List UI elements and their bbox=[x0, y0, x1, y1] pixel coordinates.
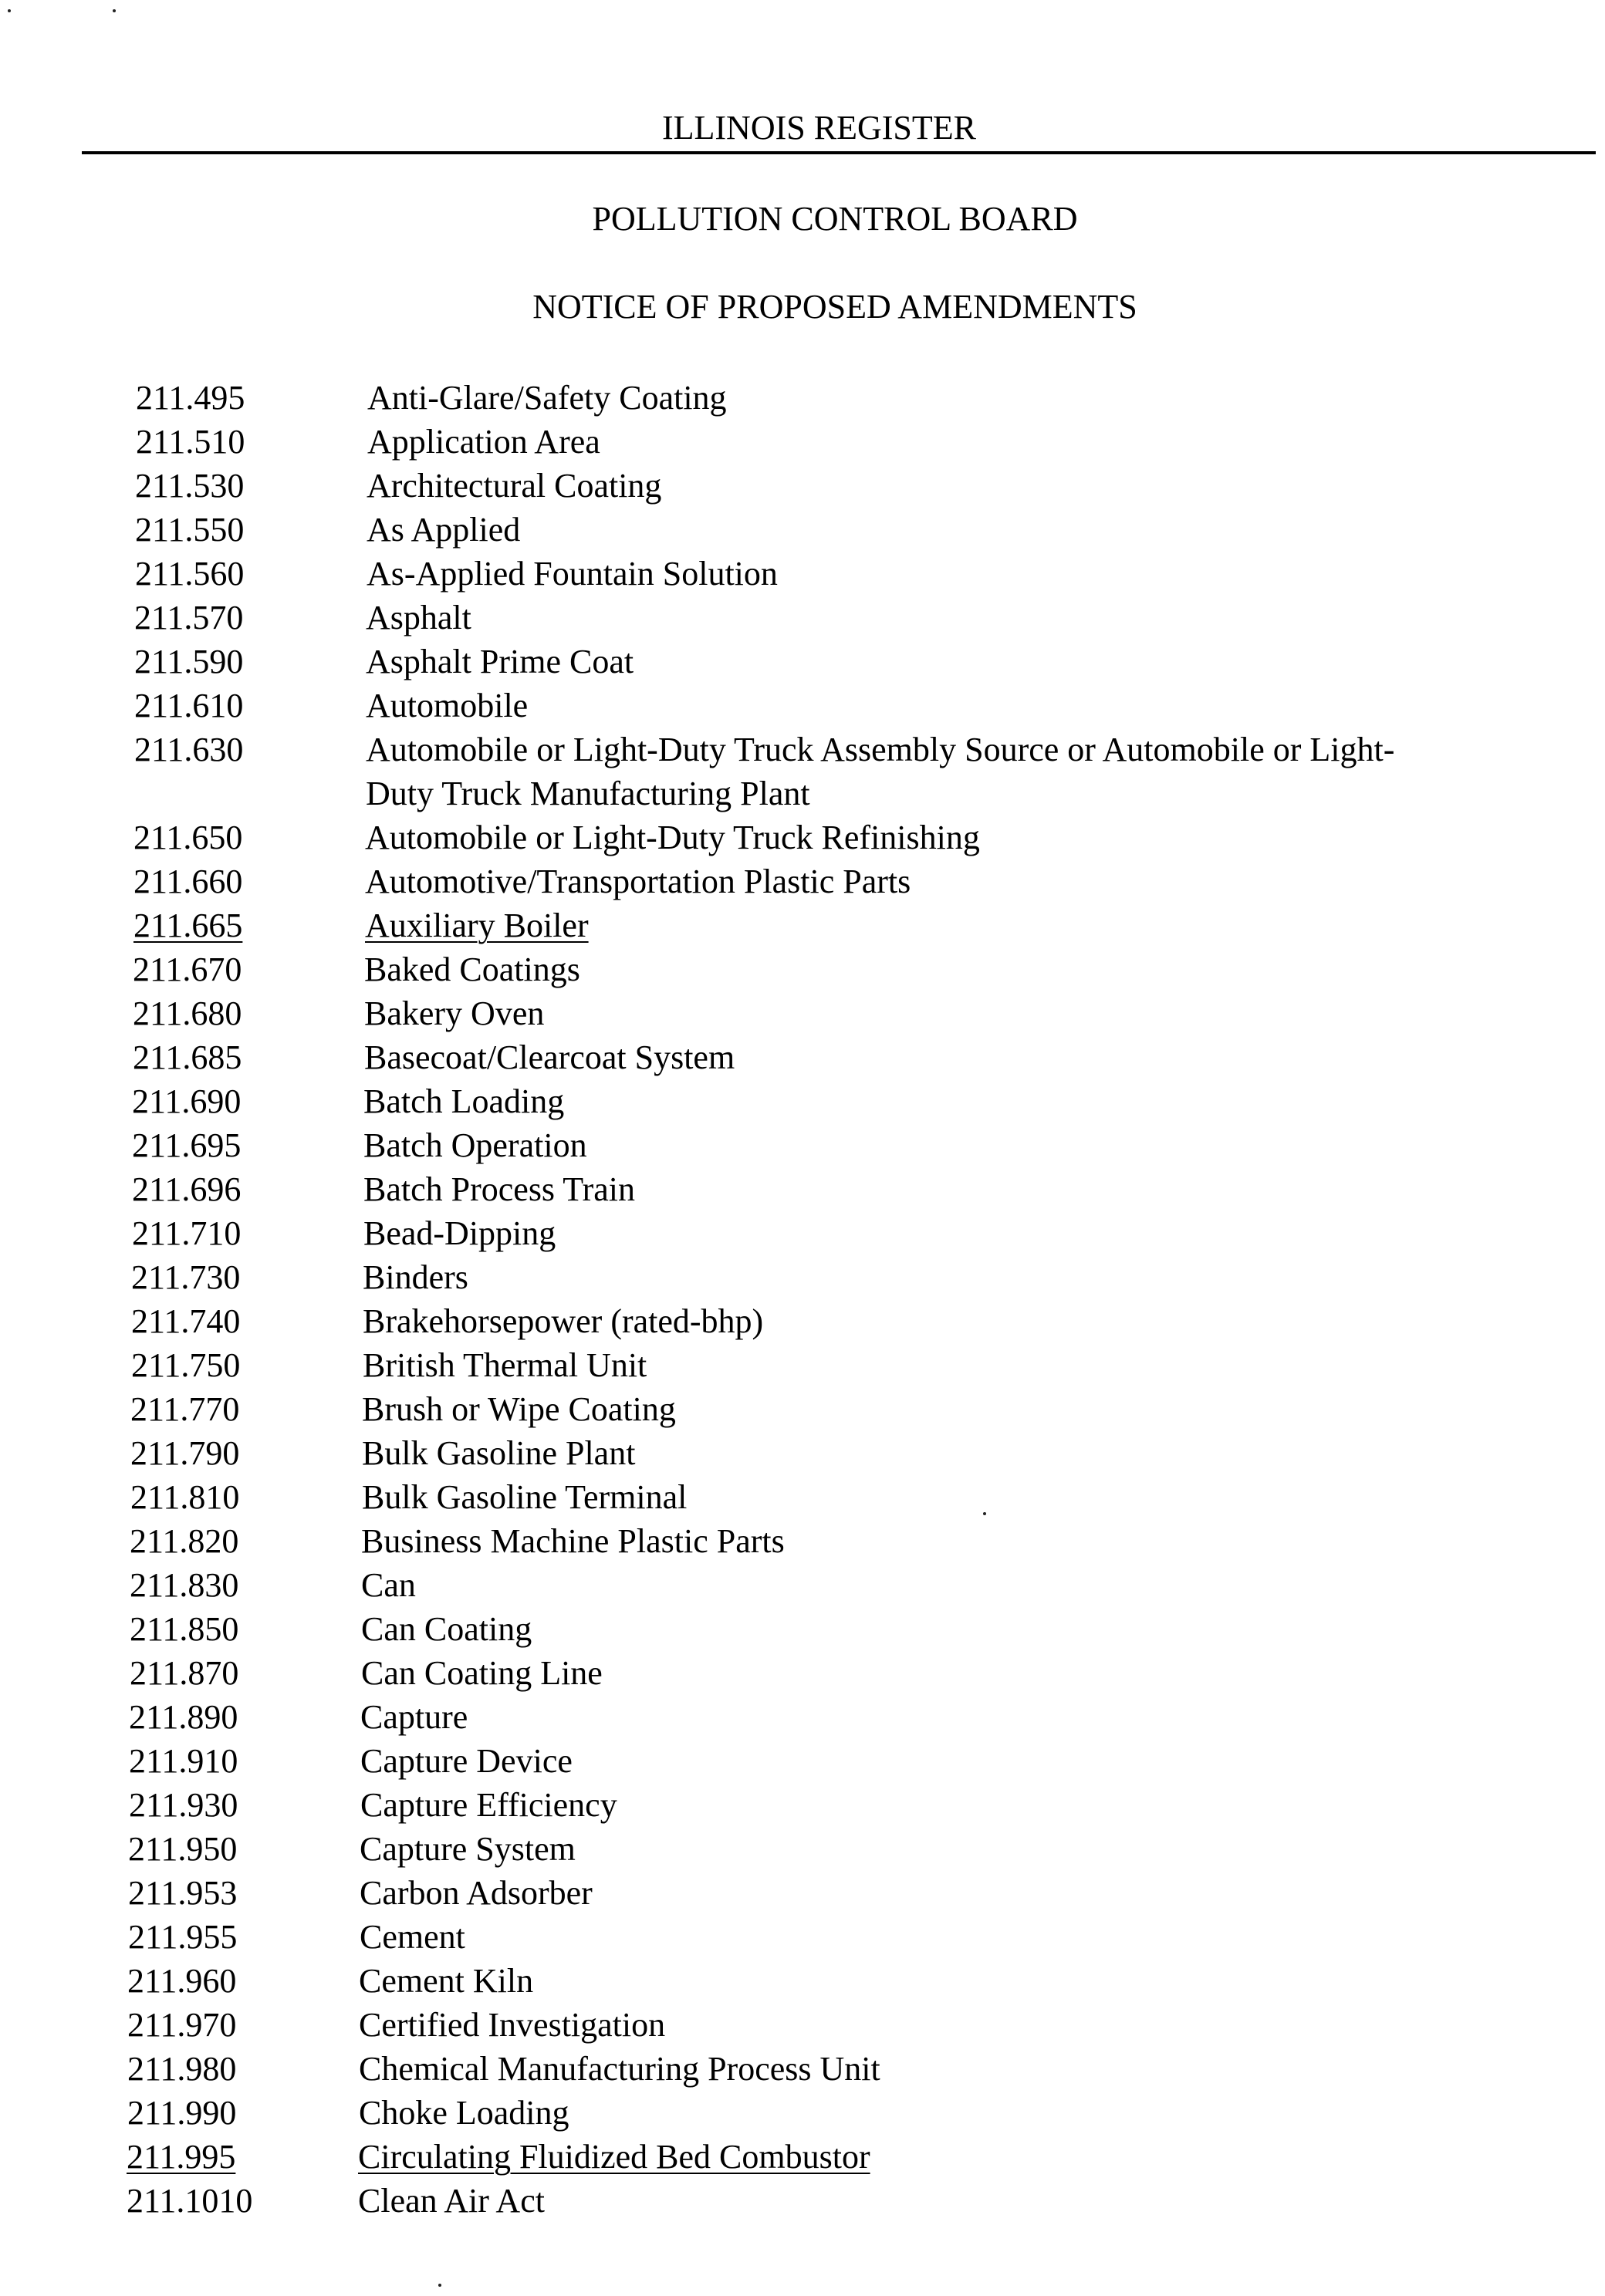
section-title bbox=[365, 903, 1461, 947]
section-title-text: Bead-Dipping bbox=[363, 1214, 556, 1252]
section-number-text: 211.955 bbox=[128, 1918, 238, 1956]
section-number-text: 211.930 bbox=[129, 1786, 238, 1824]
section-title bbox=[366, 684, 1461, 728]
section-number bbox=[0, 903, 365, 947]
section-title-text: Automotive/Transportation Plastic Parts bbox=[365, 863, 911, 900]
section-title-text: Asphalt bbox=[366, 599, 471, 636]
section-row bbox=[0, 464, 1605, 508]
section-number-text: 211.970 bbox=[127, 2006, 237, 2044]
section-number-text: 211.660 bbox=[133, 863, 243, 900]
section-title-text: Capture System bbox=[360, 1830, 576, 1868]
section-row bbox=[0, 859, 1605, 903]
section-title bbox=[358, 2179, 1454, 2223]
section-row bbox=[0, 1871, 1605, 1915]
section-title bbox=[360, 1915, 1455, 1959]
section-title-text: Bulk Gasoline Plant bbox=[362, 1434, 636, 1472]
section-number bbox=[0, 1783, 360, 1827]
section-row bbox=[0, 1211, 1605, 1255]
section-title-text: Capture Efficiency bbox=[360, 1786, 617, 1824]
section-row bbox=[0, 1387, 1605, 1431]
section-number bbox=[0, 1827, 360, 1871]
section-title-text: Basecoat/Clearcoat System bbox=[364, 1038, 735, 1076]
section-title-text: As Applied bbox=[367, 511, 521, 549]
section-number-text: 211.730 bbox=[131, 1258, 241, 1296]
section-title bbox=[366, 596, 1461, 640]
section-title bbox=[360, 1739, 1456, 1783]
scan-speck bbox=[983, 1512, 986, 1515]
section-row bbox=[0, 552, 1605, 596]
section-number bbox=[0, 596, 366, 640]
section-title-text: Cement Kiln bbox=[359, 1962, 534, 2000]
section-row bbox=[0, 1739, 1605, 1783]
section-number-text: 211.710 bbox=[132, 1214, 242, 1252]
section-title-text: Automobile or Light-Duty Truck Refinishing bbox=[365, 819, 980, 856]
section-number-text: 211.980 bbox=[127, 2050, 237, 2088]
section-number-text: 211.685 bbox=[133, 1038, 242, 1076]
section-number-text: 211.696 bbox=[132, 1170, 242, 1208]
section-title bbox=[366, 728, 1461, 815]
section-number bbox=[0, 1255, 363, 1299]
section-title-text: Automobile bbox=[366, 687, 529, 724]
section-number-text: 211.495 bbox=[136, 379, 245, 417]
section-number bbox=[0, 991, 364, 1035]
section-number bbox=[0, 1035, 364, 1079]
section-number bbox=[0, 1607, 361, 1651]
section-title-text: Circulating Fluidized Bed Combustor bbox=[358, 2138, 870, 2176]
section-title-text: Architectural Coating bbox=[367, 467, 662, 505]
section-title bbox=[361, 1519, 1457, 1563]
section-title bbox=[363, 1079, 1459, 1123]
section-title-text: Auxiliary Boiler bbox=[365, 907, 589, 944]
section-number bbox=[0, 1431, 362, 1475]
section-number bbox=[0, 1695, 360, 1739]
section-number bbox=[0, 684, 366, 728]
section-number-text: 211.665 bbox=[133, 907, 243, 944]
section-number-text: 211.740 bbox=[131, 1302, 241, 1340]
section-number-text: 211.680 bbox=[133, 994, 242, 1032]
section-title-text: Can bbox=[361, 1566, 416, 1604]
section-number-text: 211.590 bbox=[134, 643, 244, 680]
section-number-text: 211.910 bbox=[129, 1742, 238, 1780]
section-row bbox=[0, 815, 1605, 859]
section-title-text: Batch Process Train bbox=[363, 1170, 635, 1208]
section-number-text: 211.790 bbox=[130, 1434, 240, 1472]
section-row bbox=[0, 1783, 1605, 1827]
section-title bbox=[367, 420, 1463, 464]
section-title-text: Certified Investigation bbox=[359, 2006, 666, 2044]
section-title-text: British Thermal Unit bbox=[363, 1346, 647, 1384]
section-number bbox=[0, 2003, 359, 2047]
section-number bbox=[0, 1959, 359, 2003]
section-row bbox=[0, 596, 1605, 640]
section-number bbox=[0, 2179, 358, 2223]
section-number-text: 211.850 bbox=[130, 1610, 239, 1648]
section-number-text: 211.690 bbox=[132, 1082, 242, 1120]
section-row bbox=[0, 1563, 1605, 1607]
section-title bbox=[367, 552, 1462, 596]
section-row bbox=[0, 1431, 1605, 1475]
board-name: POLLUTION CONTROL BOARD bbox=[592, 200, 1078, 238]
section-row bbox=[0, 2091, 1605, 2135]
section-row bbox=[0, 684, 1605, 728]
section-row bbox=[0, 728, 1605, 815]
section-title bbox=[362, 1387, 1458, 1431]
section-number-text: 211.630 bbox=[134, 731, 244, 768]
section-row bbox=[0, 1651, 1605, 1695]
section-row bbox=[0, 2047, 1605, 2091]
section-title-text: Can Coating bbox=[361, 1610, 532, 1648]
section-number-text: 211.530 bbox=[135, 467, 245, 505]
section-number bbox=[0, 1871, 360, 1915]
section-number-text: 211.953 bbox=[128, 1874, 238, 1912]
section-title-text: Batch Operation bbox=[363, 1126, 587, 1164]
section-number-text: 211.695 bbox=[132, 1126, 242, 1164]
register-title: ILLINOIS REGISTER bbox=[662, 109, 976, 147]
section-number bbox=[0, 376, 367, 420]
section-row bbox=[0, 1167, 1605, 1211]
scan-speck bbox=[113, 9, 116, 12]
section-number-text: 211.670 bbox=[133, 950, 242, 988]
section-number-text: 211.990 bbox=[127, 2094, 237, 2132]
section-title-text: Cement bbox=[360, 1918, 465, 1956]
section-row bbox=[0, 1255, 1605, 1299]
section-number bbox=[0, 552, 367, 596]
section-title bbox=[366, 640, 1461, 684]
section-title bbox=[361, 1607, 1457, 1651]
section-number bbox=[0, 2091, 359, 2135]
section-number bbox=[0, 859, 365, 903]
section-title-text: Brush or Wipe Coating bbox=[362, 1390, 676, 1428]
section-title bbox=[364, 947, 1460, 991]
section-number-text: 211.810 bbox=[130, 1478, 240, 1516]
section-number bbox=[0, 728, 366, 772]
section-title bbox=[367, 508, 1462, 552]
section-number bbox=[0, 1387, 362, 1431]
section-number bbox=[0, 2047, 359, 2091]
section-row bbox=[0, 991, 1605, 1035]
section-title bbox=[363, 1167, 1459, 1211]
section-number-text: 211.870 bbox=[130, 1654, 239, 1692]
section-title bbox=[359, 1959, 1455, 2003]
section-title bbox=[360, 1695, 1456, 1739]
section-title bbox=[362, 1475, 1458, 1519]
section-title-text: Bakery Oven bbox=[364, 994, 545, 1032]
section-number-text: 211.950 bbox=[128, 1830, 238, 1868]
section-row bbox=[0, 1827, 1605, 1871]
section-row bbox=[0, 1079, 1605, 1123]
section-number-text: 211.960 bbox=[127, 1962, 237, 2000]
section-row bbox=[0, 1035, 1605, 1079]
section-number-text: 211.770 bbox=[130, 1390, 240, 1428]
section-row bbox=[0, 1343, 1605, 1387]
section-row bbox=[0, 1519, 1605, 1563]
section-title bbox=[359, 2047, 1455, 2091]
section-title bbox=[362, 1431, 1458, 1475]
section-number-text: 211.610 bbox=[134, 687, 244, 724]
scan-speck bbox=[438, 2284, 441, 2287]
section-title bbox=[364, 991, 1460, 1035]
section-title bbox=[359, 2003, 1455, 2047]
section-title-text: Brakehorsepower (rated-bhp) bbox=[363, 1302, 764, 1340]
section-number-text: 211.750 bbox=[131, 1346, 241, 1384]
section-title bbox=[359, 2091, 1455, 2135]
section-title-text: Bulk Gasoline Terminal bbox=[362, 1478, 688, 1516]
section-title bbox=[367, 376, 1463, 420]
section-row bbox=[0, 1607, 1605, 1651]
section-number bbox=[0, 1211, 363, 1255]
section-title-text: Anti-Glare/Safety Coating bbox=[367, 379, 727, 417]
section-list bbox=[0, 376, 1605, 2223]
section-row bbox=[0, 903, 1605, 947]
section-number-text: 211.830 bbox=[130, 1566, 239, 1604]
section-title bbox=[363, 1123, 1459, 1167]
section-number bbox=[0, 1123, 363, 1167]
section-number bbox=[0, 1563, 361, 1607]
section-row bbox=[0, 376, 1605, 420]
section-title bbox=[361, 1651, 1457, 1695]
section-title-text: Binders bbox=[363, 1258, 468, 1296]
section-title-text: Clean Air Act bbox=[358, 2182, 545, 2220]
section-title-text: Capture bbox=[360, 1698, 468, 1736]
section-title-text: Application Area bbox=[367, 423, 600, 461]
section-title-text: Asphalt Prime Coat bbox=[366, 643, 634, 680]
section-number bbox=[0, 815, 365, 859]
section-title-text: Capture Device bbox=[360, 1742, 573, 1780]
section-row bbox=[0, 640, 1605, 684]
section-number bbox=[0, 2135, 358, 2179]
section-number-text: 211.650 bbox=[133, 819, 243, 856]
section-title bbox=[360, 1827, 1455, 1871]
section-number bbox=[0, 1079, 363, 1123]
section-number-text: 211.510 bbox=[136, 423, 245, 461]
section-number bbox=[0, 1299, 363, 1343]
section-title-text: Baked Coatings bbox=[364, 950, 580, 988]
scan-speck bbox=[8, 9, 11, 12]
section-title bbox=[365, 815, 1461, 859]
section-number-text: 211.1010 bbox=[127, 2182, 253, 2220]
section-row bbox=[0, 1915, 1605, 1959]
section-row bbox=[0, 1959, 1605, 2003]
section-row bbox=[0, 2179, 1605, 2223]
section-title-text: Choke Loading bbox=[359, 2094, 569, 2132]
section-title bbox=[361, 1563, 1457, 1607]
section-number bbox=[0, 420, 367, 464]
section-title-text: Batch Loading bbox=[363, 1082, 565, 1120]
section-number-text: 211.890 bbox=[129, 1698, 238, 1736]
section-number bbox=[0, 1739, 360, 1783]
section-number-text: 211.995 bbox=[127, 2138, 236, 2176]
section-number-text: 211.560 bbox=[135, 555, 245, 593]
section-number bbox=[0, 464, 367, 508]
section-number bbox=[0, 1651, 361, 1695]
section-title bbox=[365, 859, 1461, 903]
section-number bbox=[0, 1915, 360, 1959]
section-number-text: 211.820 bbox=[130, 1522, 239, 1560]
section-title-text: Can Coating Line bbox=[361, 1654, 603, 1692]
section-number-text: 211.550 bbox=[135, 511, 245, 549]
section-number bbox=[0, 1167, 363, 1211]
section-number bbox=[0, 947, 364, 991]
section-title-text: Chemical Manufacturing Process Unit bbox=[359, 2050, 880, 2088]
section-title-text: Carbon Adsorber bbox=[360, 1874, 593, 1912]
section-row bbox=[0, 1475, 1605, 1519]
notice-title: NOTICE OF PROPOSED AMENDMENTS bbox=[532, 288, 1137, 326]
section-title bbox=[358, 2135, 1454, 2179]
section-title-text: Automobile or Light-Duty Truck Assembly Source or Automobile or Light-Duty Truck Manufacturing Plant bbox=[366, 731, 1395, 812]
section-title bbox=[367, 464, 1462, 508]
section-title bbox=[360, 1871, 1455, 1915]
section-title bbox=[363, 1255, 1458, 1299]
section-row bbox=[0, 420, 1605, 464]
section-title bbox=[363, 1343, 1458, 1387]
section-title bbox=[363, 1299, 1458, 1343]
section-title bbox=[364, 1035, 1460, 1079]
section-row bbox=[0, 947, 1605, 991]
section-row bbox=[0, 1695, 1605, 1739]
section-number bbox=[0, 640, 366, 684]
section-number-text: 211.570 bbox=[134, 599, 244, 636]
section-title bbox=[363, 1211, 1459, 1255]
section-row bbox=[0, 508, 1605, 552]
section-number bbox=[0, 1475, 362, 1519]
section-row bbox=[0, 2003, 1605, 2047]
section-row bbox=[0, 2135, 1605, 2179]
header-rule bbox=[82, 151, 1596, 154]
section-title bbox=[360, 1783, 1456, 1827]
section-title-text: Business Machine Plastic Parts bbox=[361, 1522, 785, 1560]
section-title-text: As-Applied Fountain Solution bbox=[367, 555, 778, 593]
section-number bbox=[0, 508, 367, 552]
section-row bbox=[0, 1123, 1605, 1167]
section-number bbox=[0, 1343, 363, 1387]
section-row bbox=[0, 1299, 1605, 1343]
section-number bbox=[0, 1519, 361, 1563]
